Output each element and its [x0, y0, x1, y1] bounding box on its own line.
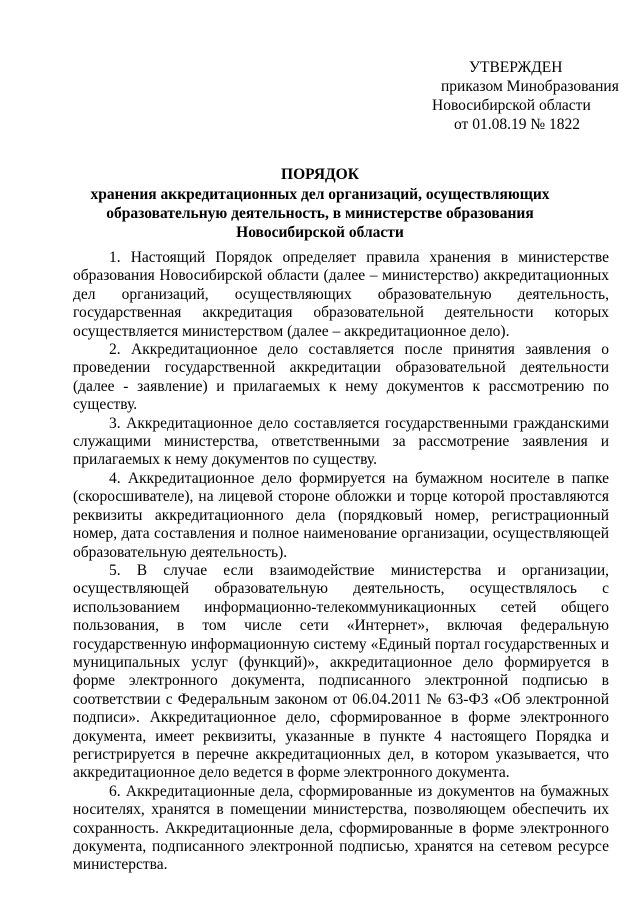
- approval-order-line: приказом Минобразования: [441, 78, 619, 95]
- paragraph-3: 3. Аккредитационное дело составляется государственными гражданскими служащими министерства, ответственными за рассмотрение заявления и прилагаемых к нему документов по существу.: [73, 414, 609, 469]
- paragraph-2: 2. Аккредитационное дело составляется после принятия заявления о проведении государственной аккредитации образовательной деятельности (далее - заявление) и прилагаемых к нему документов к рассмотрению по существу.: [73, 341, 609, 414]
- paragraph-5: 5. В случае если взаимодействие министерства и организации, осуществляющей образовательную деятельность, осуществлялось с использованием информационно-телекоммуникационных сетей общего пользования, в том числе сети «Интернет», включая федеральную государственную информационную систему «Единый портал государственных и муниципальных услуг (функций)», аккредитационное дело формируется в форме электронного документа, подписанного электронной подписью в соответствии с Федеральным законом от 06.04.2011 № 63-ФЗ «Об электронной подписи». Аккредитационное дело, сформированное в форме электронного документа, имеет реквизиты, указанные в пункте 4 настоящего Порядка и регистрируется в перечне аккредитационных дел, в котором указывается, что аккредитационное дело ведется в форме электронного документа.: [73, 561, 609, 782]
- document-heading: [60, 165, 580, 242]
- paragraph-1: 1. Настоящий Порядок определяет правила хранения в министерстве образования Новосибирской области (далее – министерство) аккредитационных дел организаций, осуществляющих образовательную деятельность, государственная аккредитация образовательной деятельности которых осуществляется министерством (далее – аккредитационное дело).: [73, 249, 609, 340]
- paragraph-6: 6. Аккредитационные дела, сформированные из документов на бумажных носителях, хранятся в помещении министерства, позволяющем обеспечить их сохранность. Аккредитационные дела, сформированные в форме электронного документа, подписанного электронной подписью, хранятся на сетевом ресурсе министерства.: [73, 782, 609, 874]
- paragraph-4: 4. Аккредитационное дело формируется на бумажном носителе в папке (скоросшивателе), на лицевой стороне обложки и торце которой проставляются реквизиты аккредитационного дела (порядковый номер, регистрационный номер, дата составления и полное наименование организации, осуществляющей образовательную деятельность).: [73, 469, 609, 561]
- document-body: [73, 249, 609, 875]
- approval-date-number: от 01.08.19 № 1822: [454, 116, 580, 133]
- document-subtitle: хранения аккредитационных дел организаций, осуществляющих образовательную деятельность, в министерстве образования Новосибирской области: [90, 186, 550, 241]
- approval-stamp-block: [425, 58, 625, 134]
- document-title: ПОРЯДОК: [281, 166, 359, 183]
- approval-title: УТВЕРЖДЕН: [469, 59, 563, 76]
- approval-region-line: Новосибирской области: [432, 97, 591, 114]
